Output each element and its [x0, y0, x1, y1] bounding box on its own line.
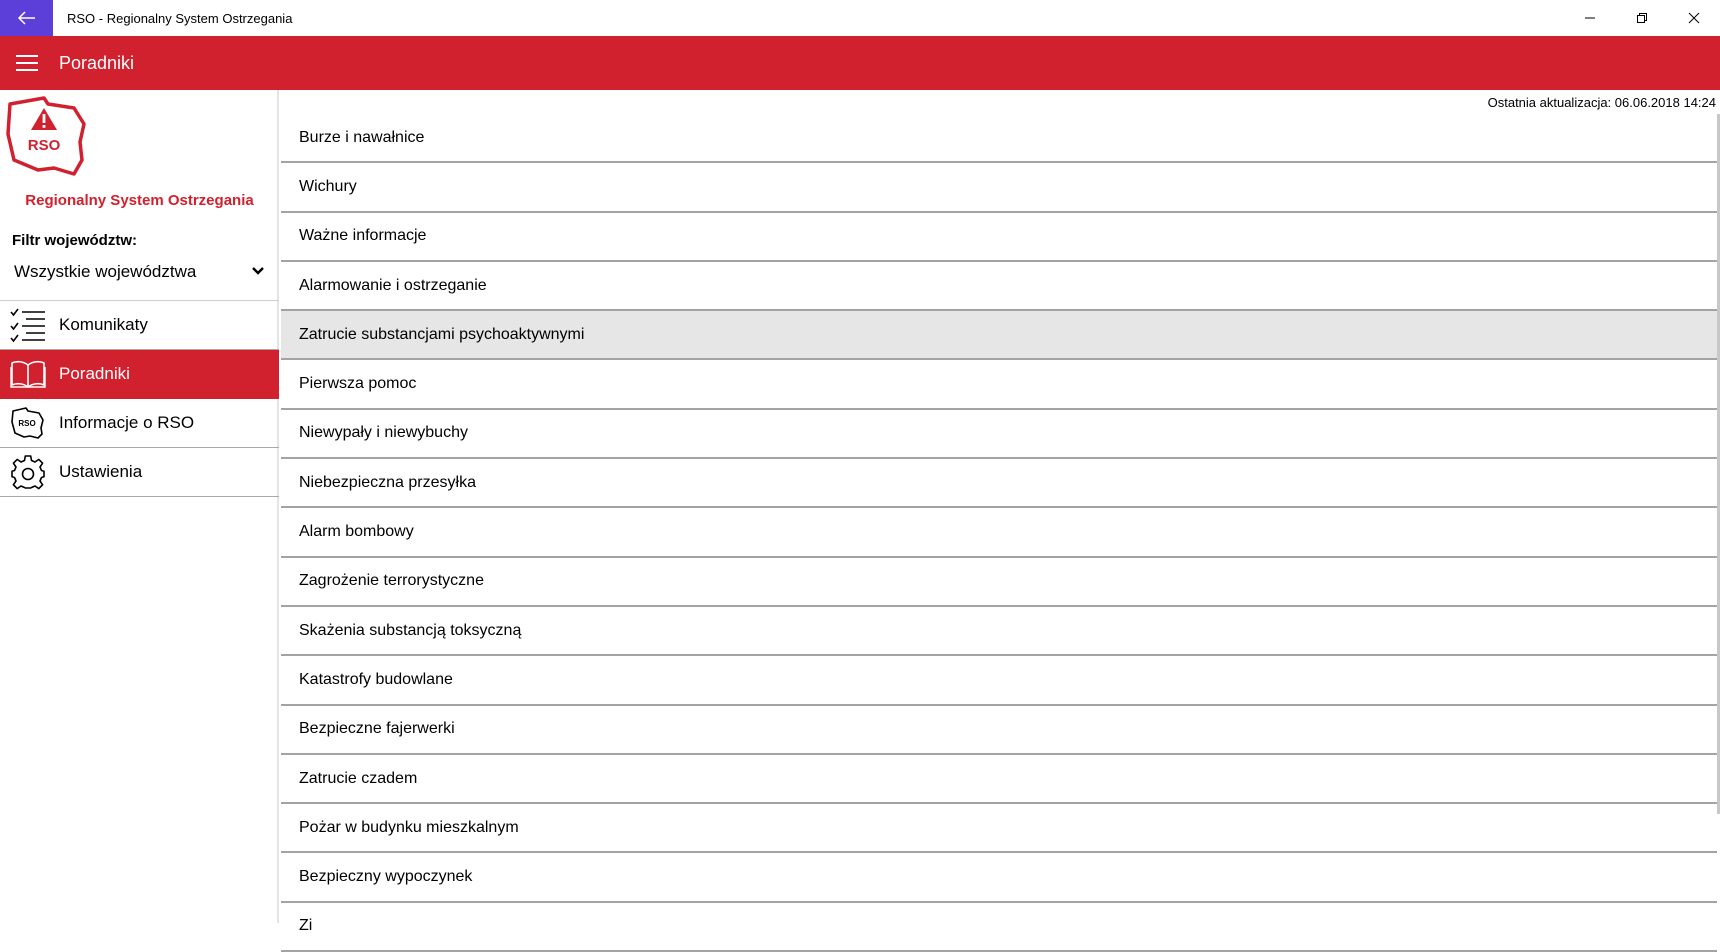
list-item-label: Pożar w budynku mieszkalnym: [299, 818, 519, 836]
list-item[interactable]: [281, 360, 1717, 409]
list-item[interactable]: [281, 459, 1717, 508]
list-item-label: Niebezpieczna przesyłka: [299, 473, 476, 491]
list-item[interactable]: [281, 163, 1717, 212]
nav-item-label: Informacje o RSO: [59, 413, 195, 432]
guides-panel: [281, 90, 1720, 935]
list-item[interactable]: [281, 607, 1717, 656]
nav-menu: [0, 300, 279, 497]
list-item-label: Pierwsza pomoc: [299, 375, 417, 393]
list-item[interactable]: [281, 804, 1717, 853]
back-arrow-icon: [18, 11, 36, 25]
rso-map-icon: [8, 403, 48, 443]
menu-button[interactable]: [0, 36, 54, 90]
list-item[interactable]: [281, 558, 1717, 607]
list-item[interactable]: [281, 114, 1717, 163]
filter-label: Filtr województw:: [12, 232, 137, 249]
list-item[interactable]: [281, 853, 1717, 902]
list-item-label: Katastrofy budowlane: [299, 670, 453, 688]
checklist-icon: [8, 305, 48, 345]
close-button[interactable]: [1668, 0, 1720, 36]
list-item[interactable]: [281, 410, 1717, 459]
last-update-text: Ostatnia aktualizacja: 06.06.2018 14:24: [1487, 95, 1716, 110]
close-icon: [1688, 12, 1700, 24]
filter-value: Wszystkie województwa: [14, 262, 197, 281]
nav-item-label: Poradniki: [59, 364, 130, 383]
window-title: RSO - Regionalny System Ostrzegania: [67, 10, 293, 26]
hamburger-icon: [16, 55, 38, 71]
list-item[interactable]: [281, 706, 1717, 755]
app-header: [0, 36, 1720, 90]
title-bar: [0, 0, 1720, 36]
list-item-label: Skażenia substancją toksyczną: [299, 621, 522, 639]
brand-name: Regionalny System Ostrzegania: [25, 192, 254, 209]
list-item[interactable]: [281, 311, 1717, 360]
list-item-label: Bezpieczny wypoczynek: [299, 868, 473, 886]
list-item-label: Bezpieczne fajerwerki: [299, 720, 455, 738]
list-item-label: Wichury: [299, 177, 357, 195]
restore-button[interactable]: [1616, 0, 1668, 36]
list-item[interactable]: [281, 755, 1717, 804]
list-item[interactable]: [281, 508, 1717, 557]
gear-icon: [8, 452, 48, 492]
chevron-down-icon: [251, 264, 265, 278]
list-item-label: Alarmowanie i ostrzeganie: [299, 276, 487, 294]
list-item-label: Alarm bombowy: [299, 523, 414, 541]
window-controls: [1564, 0, 1720, 36]
list-item[interactable]: [281, 213, 1717, 262]
minimize-button[interactable]: [1564, 0, 1616, 36]
list-item[interactable]: [281, 903, 1717, 952]
minimize-icon: [1584, 12, 1596, 24]
restore-icon: [1636, 12, 1648, 24]
list-item-label: Zatrucie substancjami psychoaktywnymi: [299, 325, 585, 343]
nav-item-poradniki[interactable]: [0, 350, 279, 399]
logo-text: RSO: [27, 137, 61, 154]
page-title: Poradniki: [59, 52, 135, 73]
back-button[interactable]: [0, 0, 53, 36]
guides-list: [281, 114, 1717, 952]
voivodeship-filter-select[interactable]: [0, 252, 279, 292]
nav-item-ustawienia[interactable]: [0, 448, 279, 497]
list-item-label: Niewypały i niewybuchy: [299, 424, 468, 442]
rso-logo: [4, 94, 90, 178]
svg-text:RSO: RSO: [18, 419, 36, 428]
list-item-label: Burze i nawałnice: [299, 128, 425, 146]
list-item[interactable]: [281, 656, 1717, 705]
list-item[interactable]: [281, 262, 1717, 311]
list-item-label: Ważne informacje: [299, 227, 427, 245]
sidebar: [0, 90, 279, 923]
list-item-label: Zatrucie czadem: [299, 769, 418, 787]
nav-item-komunikaty[interactable]: [0, 301, 279, 350]
book-icon: [8, 354, 48, 394]
nav-item-label: Komunikaty: [59, 315, 148, 334]
list-item-label: Zagrożenie terrorystyczne: [299, 572, 484, 590]
list-item-label: Zi: [299, 917, 313, 935]
nav-item-label: Ustawienia: [59, 462, 143, 481]
nav-item-informacje[interactable]: [0, 399, 279, 448]
